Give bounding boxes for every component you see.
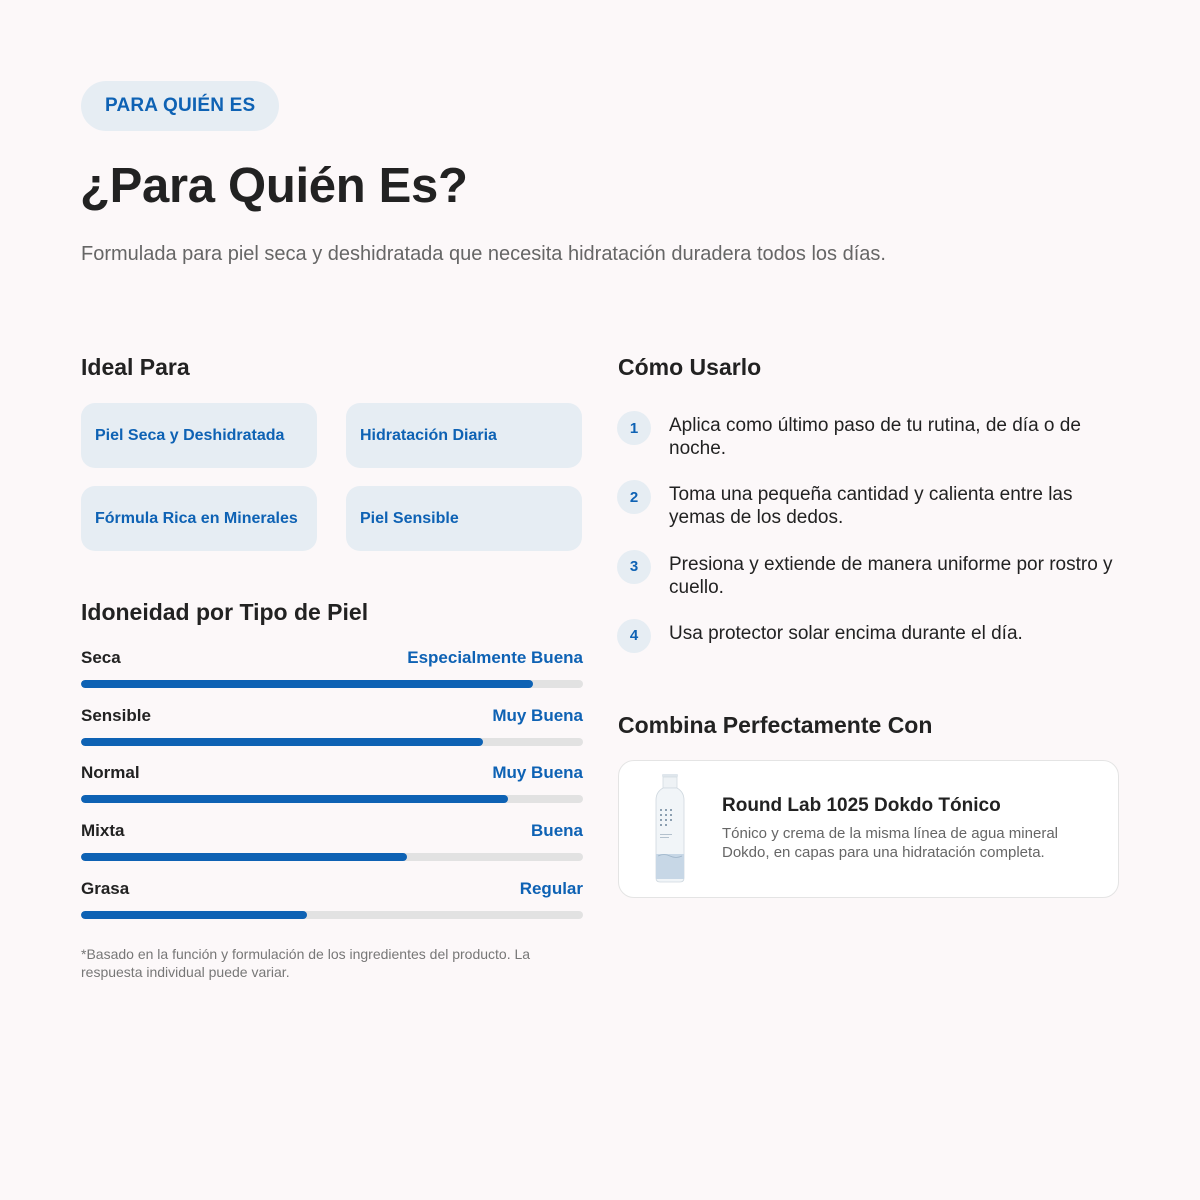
suitability-level: Regular: [519, 878, 583, 898]
toner-bottle-image: [653, 774, 687, 889]
skin-type-label: Mixta: [81, 821, 125, 841]
suitability-row: [81, 879, 583, 937]
step-text: Toma una pequeña cantidad y calienta entre las yemas de los dedos.: [669, 484, 1073, 529]
skin-type-label: Normal: [81, 763, 140, 783]
suitability-level: Buena: [531, 821, 583, 841]
suitability-bar: [81, 911, 307, 919]
step-number: 4: [617, 619, 651, 653]
suitability-level: Especialmente Buena: [407, 648, 583, 667]
usage-step: [617, 480, 1117, 549]
skin-type-label: Grasa: [81, 878, 130, 898]
disclaimer-note: *Basado en la función y formulación de los ingredientes del producto. La respuesta individual puede variar.: [81, 946, 531, 980]
ideal-tag-mineral-formula: Fórmula Rica en Minerales: [81, 486, 317, 551]
step-number: 3: [617, 550, 651, 584]
step-number: 1: [617, 411, 651, 445]
paired-product-card[interactable]: [618, 760, 1119, 898]
section-badge: PARA QUIÉN ES: [81, 81, 279, 131]
suitability-level: Muy Buena: [492, 705, 583, 725]
ideal-heading: Ideal Para: [81, 354, 190, 380]
ideal-tag-daily-hydration: Hidratación Diaria: [346, 403, 582, 468]
step-text: Aplica como último paso de tu rutina, de día o de noche.: [669, 415, 1081, 459]
suitability-bar: [81, 738, 483, 746]
usage-step: [617, 550, 1117, 619]
usage-heading: Cómo Usarlo: [618, 354, 762, 380]
suitability-track: [81, 795, 583, 803]
usage-step: [617, 619, 1117, 688]
ideal-tag-sensitive-skin: Piel Sensible: [346, 486, 582, 551]
skin-type-label: Seca: [81, 648, 121, 667]
paired-product-description: Tónico y crema de la misma línea de agua mineral Dokdo, en capas para una hidratación completa.: [722, 825, 1058, 861]
suitability-list: [81, 648, 583, 936]
suitability-heading: Idoneidad por Tipo de Piel: [81, 599, 369, 625]
suitability-bar: [81, 680, 533, 688]
page-subtitle: Formulada para piel seca y deshidratada que necesita hidratación duradera todos los días.: [81, 243, 886, 265]
step-text: Presiona y extiende de manera uniforme por rostro y cuello.: [669, 553, 1113, 598]
usage-steps: [617, 411, 1117, 688]
suitability-track: [81, 853, 583, 861]
paired-product-name: Round Lab 1025 Dokdo Tónico: [722, 795, 1001, 816]
suitability-row: [81, 648, 583, 706]
suitability-row: [81, 763, 583, 821]
suitability-track: [81, 680, 583, 688]
suitability-track: [81, 911, 583, 919]
suitability-bar: [81, 853, 407, 861]
suitability-bar: [81, 795, 508, 803]
usage-step: [617, 411, 1117, 480]
step-number: 2: [617, 480, 651, 514]
step-text: Usa protector solar encima durante el día.: [669, 622, 1023, 644]
suitability-row: [81, 821, 583, 879]
page-title: ¿Para Quién Es?: [80, 159, 468, 213]
suitability-track: [81, 738, 583, 746]
skin-type-label: Sensible: [81, 705, 151, 725]
ideal-tag-grid: [81, 403, 583, 551]
suitability-level: Muy Buena: [492, 763, 583, 783]
pairing-heading: Combina Perfectamente Con: [618, 712, 933, 738]
suitability-row: [81, 706, 583, 764]
ideal-tag-dry-skin: Piel Seca y Deshidratada: [81, 403, 317, 468]
